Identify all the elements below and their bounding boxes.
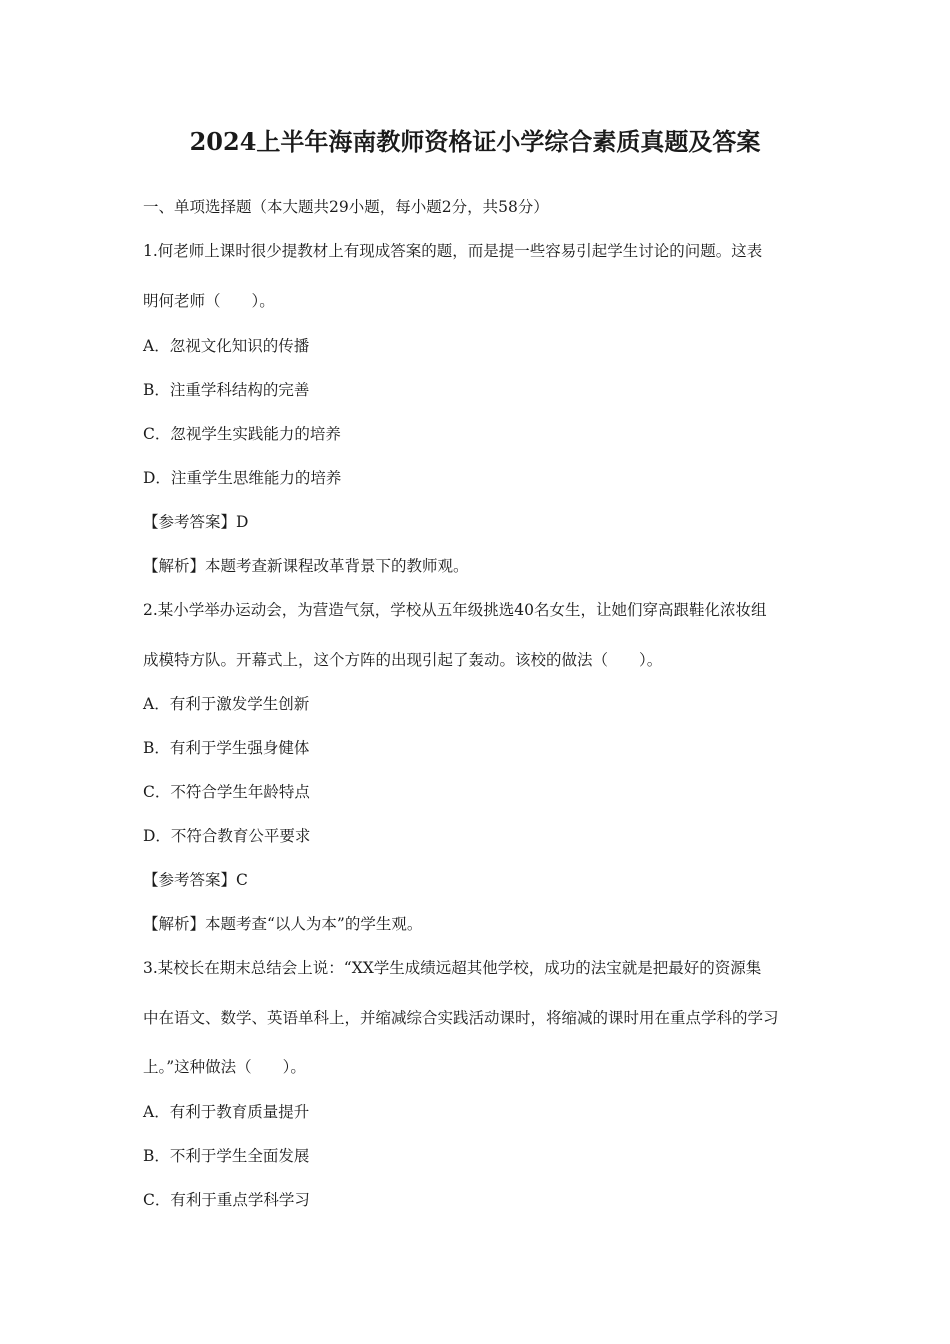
question-2-answer: 【参考答案】C	[143, 871, 248, 889]
question-3-option-a: A．有利于教育质量提升	[143, 1103, 310, 1121]
question-2-option-a: A．有利于激发学生创新	[143, 695, 310, 713]
question-3-option-c: C．有利于重点学科学习	[143, 1191, 310, 1209]
question-1-analysis: 【解析】本题考查新课程改革背景下的教师观。	[143, 557, 469, 575]
question-1-option-c: C．忽视学生实践能力的培养	[143, 425, 341, 443]
question-1-option-b: B．注重学科结构的完善	[143, 381, 310, 399]
question-1-stem-line-2: 明何老师（ ）。	[143, 292, 275, 310]
question-1-option-a: A．忽视文化知识的传播	[143, 337, 310, 355]
question-3-stem-line-2: 中在语文、数学、英语单科上，并缩减综合实践活动课时，将缩减的课时用在重点学科的学习	[143, 1009, 779, 1027]
question-2-analysis: 【解析】本题考查“以人为本”的学生观。	[143, 915, 423, 933]
question-1-stem-line-1: 1.何老师上课时很少提教材上有现成答案的题，而是提一些容易引起学生讨论的问题。这表	[143, 242, 763, 260]
document-title: 2024上半年海南教师资格证小学综合素质真题及答案	[189, 127, 761, 156]
question-3-stem-line-1: 3.某校长在期末总结会上说：“XX学生成绩远超其他学校，成功的法宝就是把最好的资源集	[143, 959, 762, 977]
question-3-option-b: B．不利于学生全面发展	[143, 1147, 310, 1165]
question-1-option-d: D．注重学生思维能力的培养	[143, 469, 342, 487]
section-heading: 一、单项选择题（本大题共29小题，每小题2分，共58分）	[143, 198, 549, 216]
question-2-option-b: B．有利于学生强身健体	[143, 739, 310, 757]
question-2-stem-line-1: 2.某小学举办运动会，为营造气氛，学校从五年级挑选40名女生，让她们穿高跟鞋化浓妆组	[143, 601, 767, 619]
question-1-answer: 【参考答案】D	[143, 513, 249, 531]
question-3-stem-line-3: 上。”这种做法（ ）。	[143, 1058, 306, 1076]
question-2-option-d: D．不符合教育公平要求	[143, 827, 311, 845]
question-2-stem-line-2: 成模特方队。开幕式上，这个方阵的出现引起了轰动。该校的做法（ ）。	[143, 651, 663, 669]
question-2-option-c: C．不符合学生年龄特点	[143, 783, 310, 801]
